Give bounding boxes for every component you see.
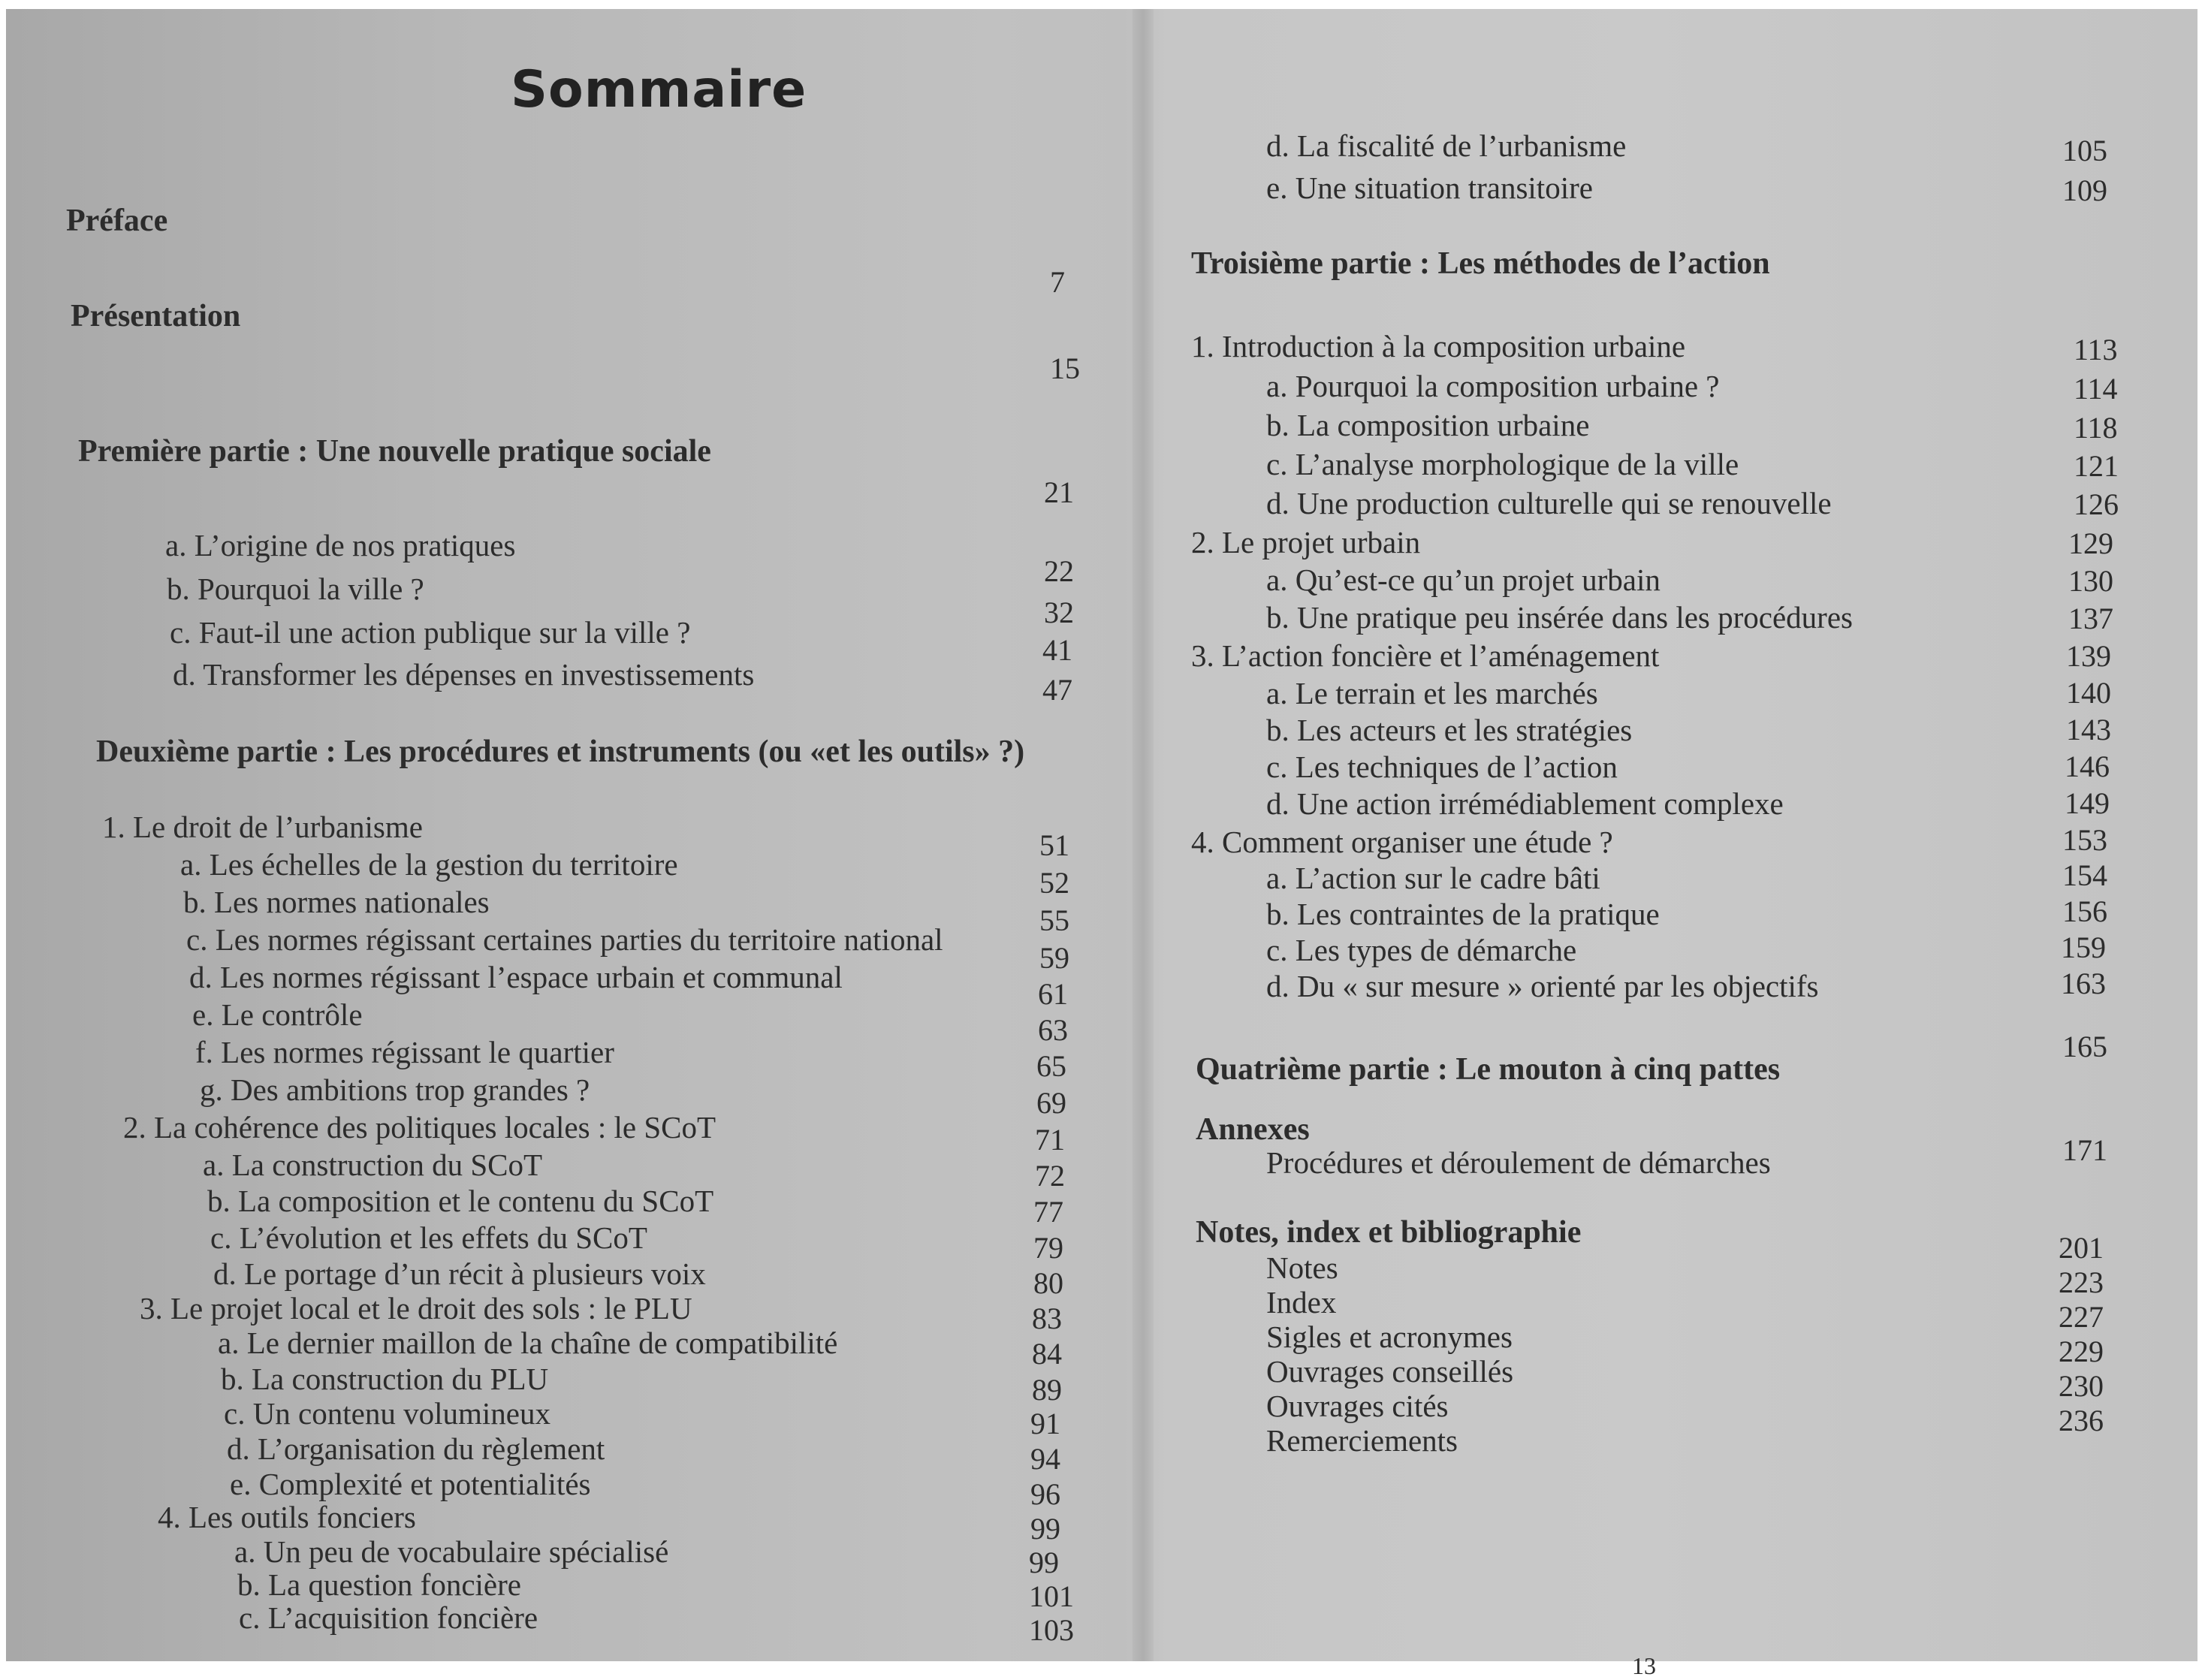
right-toc-entry-label: a. Pourquoi la composition urbaine ?	[1266, 369, 1720, 403]
right-toc-entry-label: e. Une situation transitoire	[1266, 170, 1593, 205]
left-toc-entry-label: f. Les normes régissant le quartier	[195, 1035, 614, 1069]
left-toc-entry-label: c. L’évolution et les effets du SCoT	[210, 1220, 647, 1255]
right-toc-entry-page-number: 137	[2068, 602, 2113, 635]
left-toc-entry-label: e. Le contrôle	[192, 997, 363, 1032]
right-toc-entry-label: a. L’action sur le cadre bâti	[1266, 861, 1600, 895]
left-toc-entry-page-number: 41	[1042, 633, 1072, 667]
book-spread	[6, 9, 2197, 1679]
left-toc-entry-label: 4. Les outils fonciers	[158, 1500, 416, 1534]
right-toc-entry-page-number: 109	[2062, 173, 2107, 207]
left-toc-entry-label: b. La composition et le contenu du SCoT	[207, 1184, 714, 1218]
right-toc-entry-label: c. Les techniques de l’action	[1266, 750, 1618, 784]
right-toc-entry-page-number: 229	[2059, 1335, 2104, 1368]
left-toc-entry-page-number: 72	[1035, 1159, 1065, 1193]
right-toc-entry-label: b. Les contraintes de la pratique	[1266, 897, 1660, 931]
right-toc-entry-page-number: 230	[2059, 1369, 2104, 1403]
right-toc-entry-label: d. Une action irrémédiablement complexe	[1266, 786, 1784, 821]
left-toc-entry-page-number: 101	[1029, 1579, 1074, 1613]
right-toc-entry-page-number: 236	[2059, 1404, 2104, 1437]
left-toc-entry-label: c. Les normes régissant certaines parties du territoire national	[186, 922, 943, 957]
left-toc-entry-page-number: 55	[1039, 903, 1069, 937]
left-toc-entry-page-number: 83	[1032, 1301, 1062, 1335]
right-toc-entry-label: b. La composition urbaine	[1266, 408, 1590, 442]
right-toc-entry-label: d. Une production culturelle qui se renouvelle	[1266, 486, 1832, 520]
right-toc-entry-label: Remerciements	[1266, 1423, 1458, 1458]
left-toc-entry-page-number: 96	[1030, 1477, 1060, 1511]
right-toc-entry-page-number: 149	[2065, 786, 2110, 820]
right-toc-entry-label: Annexes	[1196, 1112, 1310, 1147]
left-toc-entry-label: 3. Le projet local et le droit des sols : le PLU	[140, 1291, 692, 1326]
right-toc-entry-label: 3. L’action foncière et l’aménagement	[1191, 638, 1660, 673]
left-toc-entry-label: b. La question foncière	[237, 1567, 521, 1602]
left-toc-entry-page-number: 15	[1050, 351, 1080, 385]
right-toc-entry-page-number: 126	[2074, 487, 2119, 521]
left-toc-entry-page-number: 99	[1030, 1512, 1060, 1546]
left-toc-entry-page-number: 63	[1038, 1013, 1068, 1047]
page-folio: 13	[1632, 1652, 1656, 1679]
left-toc-entry-label: a. L’origine de nos pratiques	[165, 528, 516, 563]
left-toc-entry-label: d. L’organisation du règlement	[227, 1431, 605, 1466]
right-toc-entry-page-number: 130	[2068, 564, 2113, 598]
left-toc-entry-label: Présentation	[71, 299, 241, 333]
left-toc-entry-label: b. Les normes nationales	[183, 885, 490, 919]
right-page	[1154, 9, 2197, 1661]
left-toc-entry-label: a. Un peu de vocabulaire spécialisé	[234, 1534, 669, 1569]
right-toc-entry-page-number: 165	[2062, 1030, 2107, 1063]
right-toc-entry-page-number: 153	[2062, 823, 2107, 857]
right-toc-entry-label: Quatrième partie : Le mouton à cinq pattes	[1196, 1052, 1781, 1087]
left-toc-entry-label: c. Un contenu volumineux	[224, 1396, 550, 1431]
right-toc-entry-page-number: 223	[2059, 1265, 2104, 1299]
left-toc-entry-label: d. Le portage d’un récit à plusieurs voix	[213, 1256, 706, 1291]
left-toc-entry-page-number: 52	[1039, 866, 1069, 900]
right-toc-entry-label: c. Les types de démarche	[1266, 933, 1577, 967]
right-toc-entry-label: 2. Le projet urbain	[1191, 525, 1421, 559]
left-toc-entry-label: d. Transformer les dépenses en investissements	[173, 657, 755, 692]
left-toc-entry-page-number: 32	[1044, 596, 1074, 629]
left-toc-entry-label: c. L’acquisition foncière	[239, 1600, 538, 1635]
left-toc-entry-label: Préface	[66, 204, 168, 238]
right-toc-entry-page-number: 159	[2061, 930, 2106, 964]
left-toc-entry-page-number: 99	[1029, 1546, 1059, 1579]
right-toc-entry-page-number: 113	[2074, 333, 2118, 366]
left-toc-entry-page-number: 103	[1029, 1613, 1074, 1647]
left-toc-entry-label: e. Complexité et potentialités	[230, 1467, 591, 1501]
left-toc-entry-page-number: 47	[1042, 673, 1072, 707]
right-toc-entry-page-number: 121	[2074, 449, 2119, 483]
left-toc-entry-page-number: 91	[1030, 1407, 1060, 1440]
right-toc-entry-page-number: 105	[2062, 134, 2107, 167]
right-toc-entry-label: c. L’analyse morphologique de la ville	[1266, 447, 1739, 481]
left-toc-entry-label: b. La construction du PLU	[221, 1362, 549, 1396]
left-toc-entry-page-number: 89	[1032, 1373, 1062, 1407]
left-toc-entry-label: c. Faut-il une action publique sur la ville ?	[170, 615, 691, 650]
right-toc-entry-label: Sigles et acronymes	[1266, 1320, 1513, 1354]
left-toc-entry-label: a. La construction du SCoT	[203, 1148, 543, 1182]
right-toc-entry-label: Notes, index et bibliographie	[1196, 1215, 1582, 1250]
right-toc-entry-label: Notes	[1266, 1250, 1338, 1285]
right-toc-entry-label: 1. Introduction à la composition urbaine	[1191, 329, 1686, 363]
left-toc-entry-page-number: 21	[1044, 475, 1074, 509]
left-toc-entry-page-number: 80	[1033, 1266, 1063, 1300]
right-toc-entry-page-number: 227	[2059, 1300, 2104, 1334]
right-toc-entry-page-number: 143	[2066, 713, 2111, 746]
left-toc-entry-label: Deuxième partie : Les procédures et instruments (ou «et les outils» ?)	[96, 734, 1025, 769]
right-toc-entry-page-number: 171	[2062, 1133, 2107, 1167]
left-toc-entry-page-number: 84	[1032, 1337, 1062, 1371]
left-toc-entry-label: 1. Le droit de l’urbanisme	[102, 810, 423, 844]
right-toc-entry-page-number: 156	[2062, 894, 2107, 928]
left-page	[6, 9, 1133, 1661]
left-toc-entry-label: 2. La cohérence des politiques locales : le SCoT	[123, 1110, 716, 1145]
left-toc-entry-label: a. Le dernier maillon de la chaîne de compatibilité	[218, 1326, 838, 1360]
page-title: Sommaire	[511, 60, 807, 119]
right-toc-entry-label: Procédures et déroulement de démarches	[1266, 1145, 1771, 1180]
right-toc-entry-page-number: 201	[2059, 1231, 2104, 1265]
right-toc-entry-label: Ouvrages cités	[1266, 1389, 1449, 1423]
left-toc-entry-page-number: 7	[1050, 265, 1065, 299]
right-toc-entry-page-number: 129	[2068, 526, 2113, 560]
book-gutter	[1133, 9, 1154, 1661]
right-toc-entry-label: b. Les acteurs et les stratégies	[1266, 713, 1633, 747]
right-toc-entry-page-number: 154	[2062, 858, 2107, 892]
right-toc-entry-page-number: 146	[2065, 750, 2110, 783]
right-toc-entry-page-number: 114	[2074, 372, 2118, 406]
left-toc-entry-label: d. Les normes régissant l’espace urbain et communal	[189, 960, 843, 994]
left-toc-entry-label: Première partie : Une nouvelle pratique sociale	[78, 434, 711, 469]
right-toc-entry-label: 4. Comment organiser une étude ?	[1191, 825, 1613, 859]
left-toc-entry-page-number: 51	[1039, 828, 1069, 862]
right-toc-entry-label: Ouvrages conseillés	[1266, 1354, 1514, 1389]
left-toc-entry-page-number: 59	[1039, 941, 1069, 975]
right-toc-entry-label: d. La fiscalité de l’urbanisme	[1266, 128, 1627, 163]
right-toc-entry-label: a. Qu’est-ce qu’un projet urbain	[1266, 563, 1661, 597]
left-toc-entry-page-number: 79	[1033, 1231, 1063, 1265]
left-toc-entry-page-number: 65	[1036, 1049, 1066, 1083]
right-toc-entry-label: d. Du « sur mesure » orienté par les objectifs	[1266, 969, 1819, 1003]
left-toc-entry-label: a. Les échelles de la gestion du territoire	[180, 847, 678, 882]
left-toc-entry-label: b. Pourquoi la ville ?	[167, 572, 424, 606]
right-toc-entry-label: b. Une pratique peu insérée dans les procédures	[1266, 600, 1853, 635]
left-toc-entry-page-number: 22	[1044, 554, 1074, 588]
right-toc-entry-page-number: 163	[2061, 967, 2106, 1000]
left-toc-entry-page-number: 69	[1036, 1086, 1066, 1120]
left-toc-entry-page-number: 94	[1030, 1442, 1060, 1476]
left-toc-entry-page-number: 61	[1038, 977, 1068, 1011]
right-toc-entry-page-number: 118	[2074, 411, 2118, 445]
right-toc-entry-page-number: 139	[2066, 639, 2111, 673]
right-toc-entry-label: a. Le terrain et les marchés	[1266, 676, 1598, 710]
right-toc-entry-label: Index	[1266, 1285, 1337, 1320]
left-toc-entry-label: g. Des ambitions trop grandes ?	[200, 1072, 590, 1107]
right-toc-entry-label: Troisième partie : Les méthodes de l’action	[1191, 246, 1770, 281]
right-toc-entry-page-number: 140	[2066, 676, 2111, 710]
left-toc-entry-page-number: 77	[1033, 1195, 1063, 1229]
left-toc-entry-page-number: 71	[1035, 1123, 1065, 1157]
